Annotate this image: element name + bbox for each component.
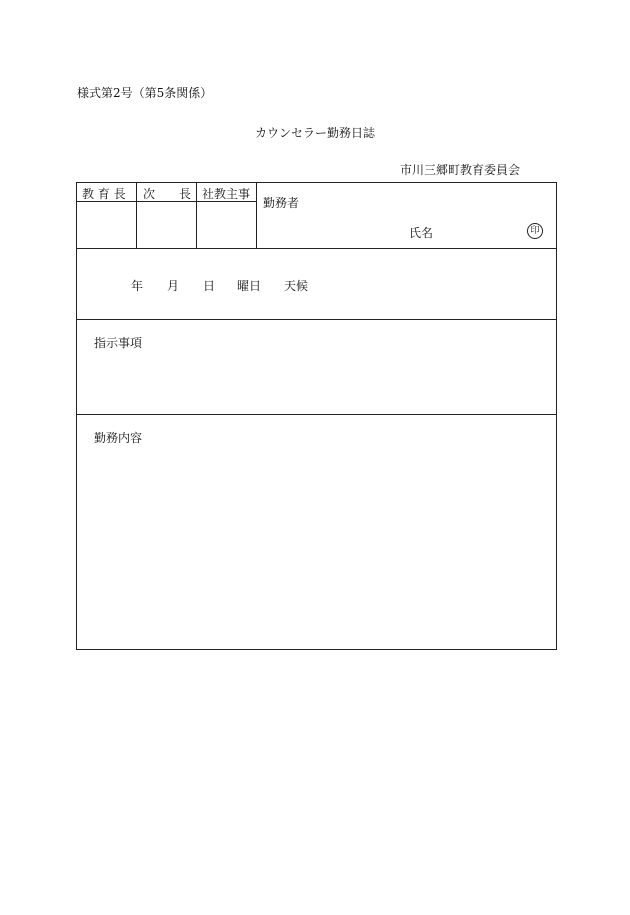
instructions-label: 指示事項: [94, 336, 143, 350]
date-day-label: 日: [203, 279, 216, 293]
document-title: カウンセラー勤務日誌: [254, 126, 375, 140]
divider: [77, 414, 556, 415]
divider: [136, 183, 137, 248]
diary-form: [76, 182, 557, 650]
approval-superintendent-label: 教 育 長: [82, 187, 126, 201]
divider: [196, 183, 197, 248]
divider: [77, 248, 556, 249]
approval-deputy-label-b: 長: [179, 187, 192, 201]
date-weather-label: 天候: [284, 279, 309, 293]
seal-mark: 印: [527, 223, 543, 239]
name-label: 氏名: [409, 226, 434, 240]
date-year-label: 年: [131, 279, 144, 293]
worker-label: 勤務者: [263, 196, 300, 210]
approval-social-edu-label: 社教主事: [202, 187, 251, 201]
divider: [77, 319, 556, 320]
date-weekday-label: 曜日: [237, 279, 262, 293]
divider: [256, 183, 257, 248]
work-content-label: 勤務内容: [94, 431, 143, 445]
form-number: 様式第2号（第5条関係）: [77, 86, 213, 100]
issuer: 市川三郷町教育委員会: [400, 163, 521, 177]
approval-deputy-label-a: 次: [143, 187, 156, 201]
date-month-label: 月: [167, 279, 180, 293]
